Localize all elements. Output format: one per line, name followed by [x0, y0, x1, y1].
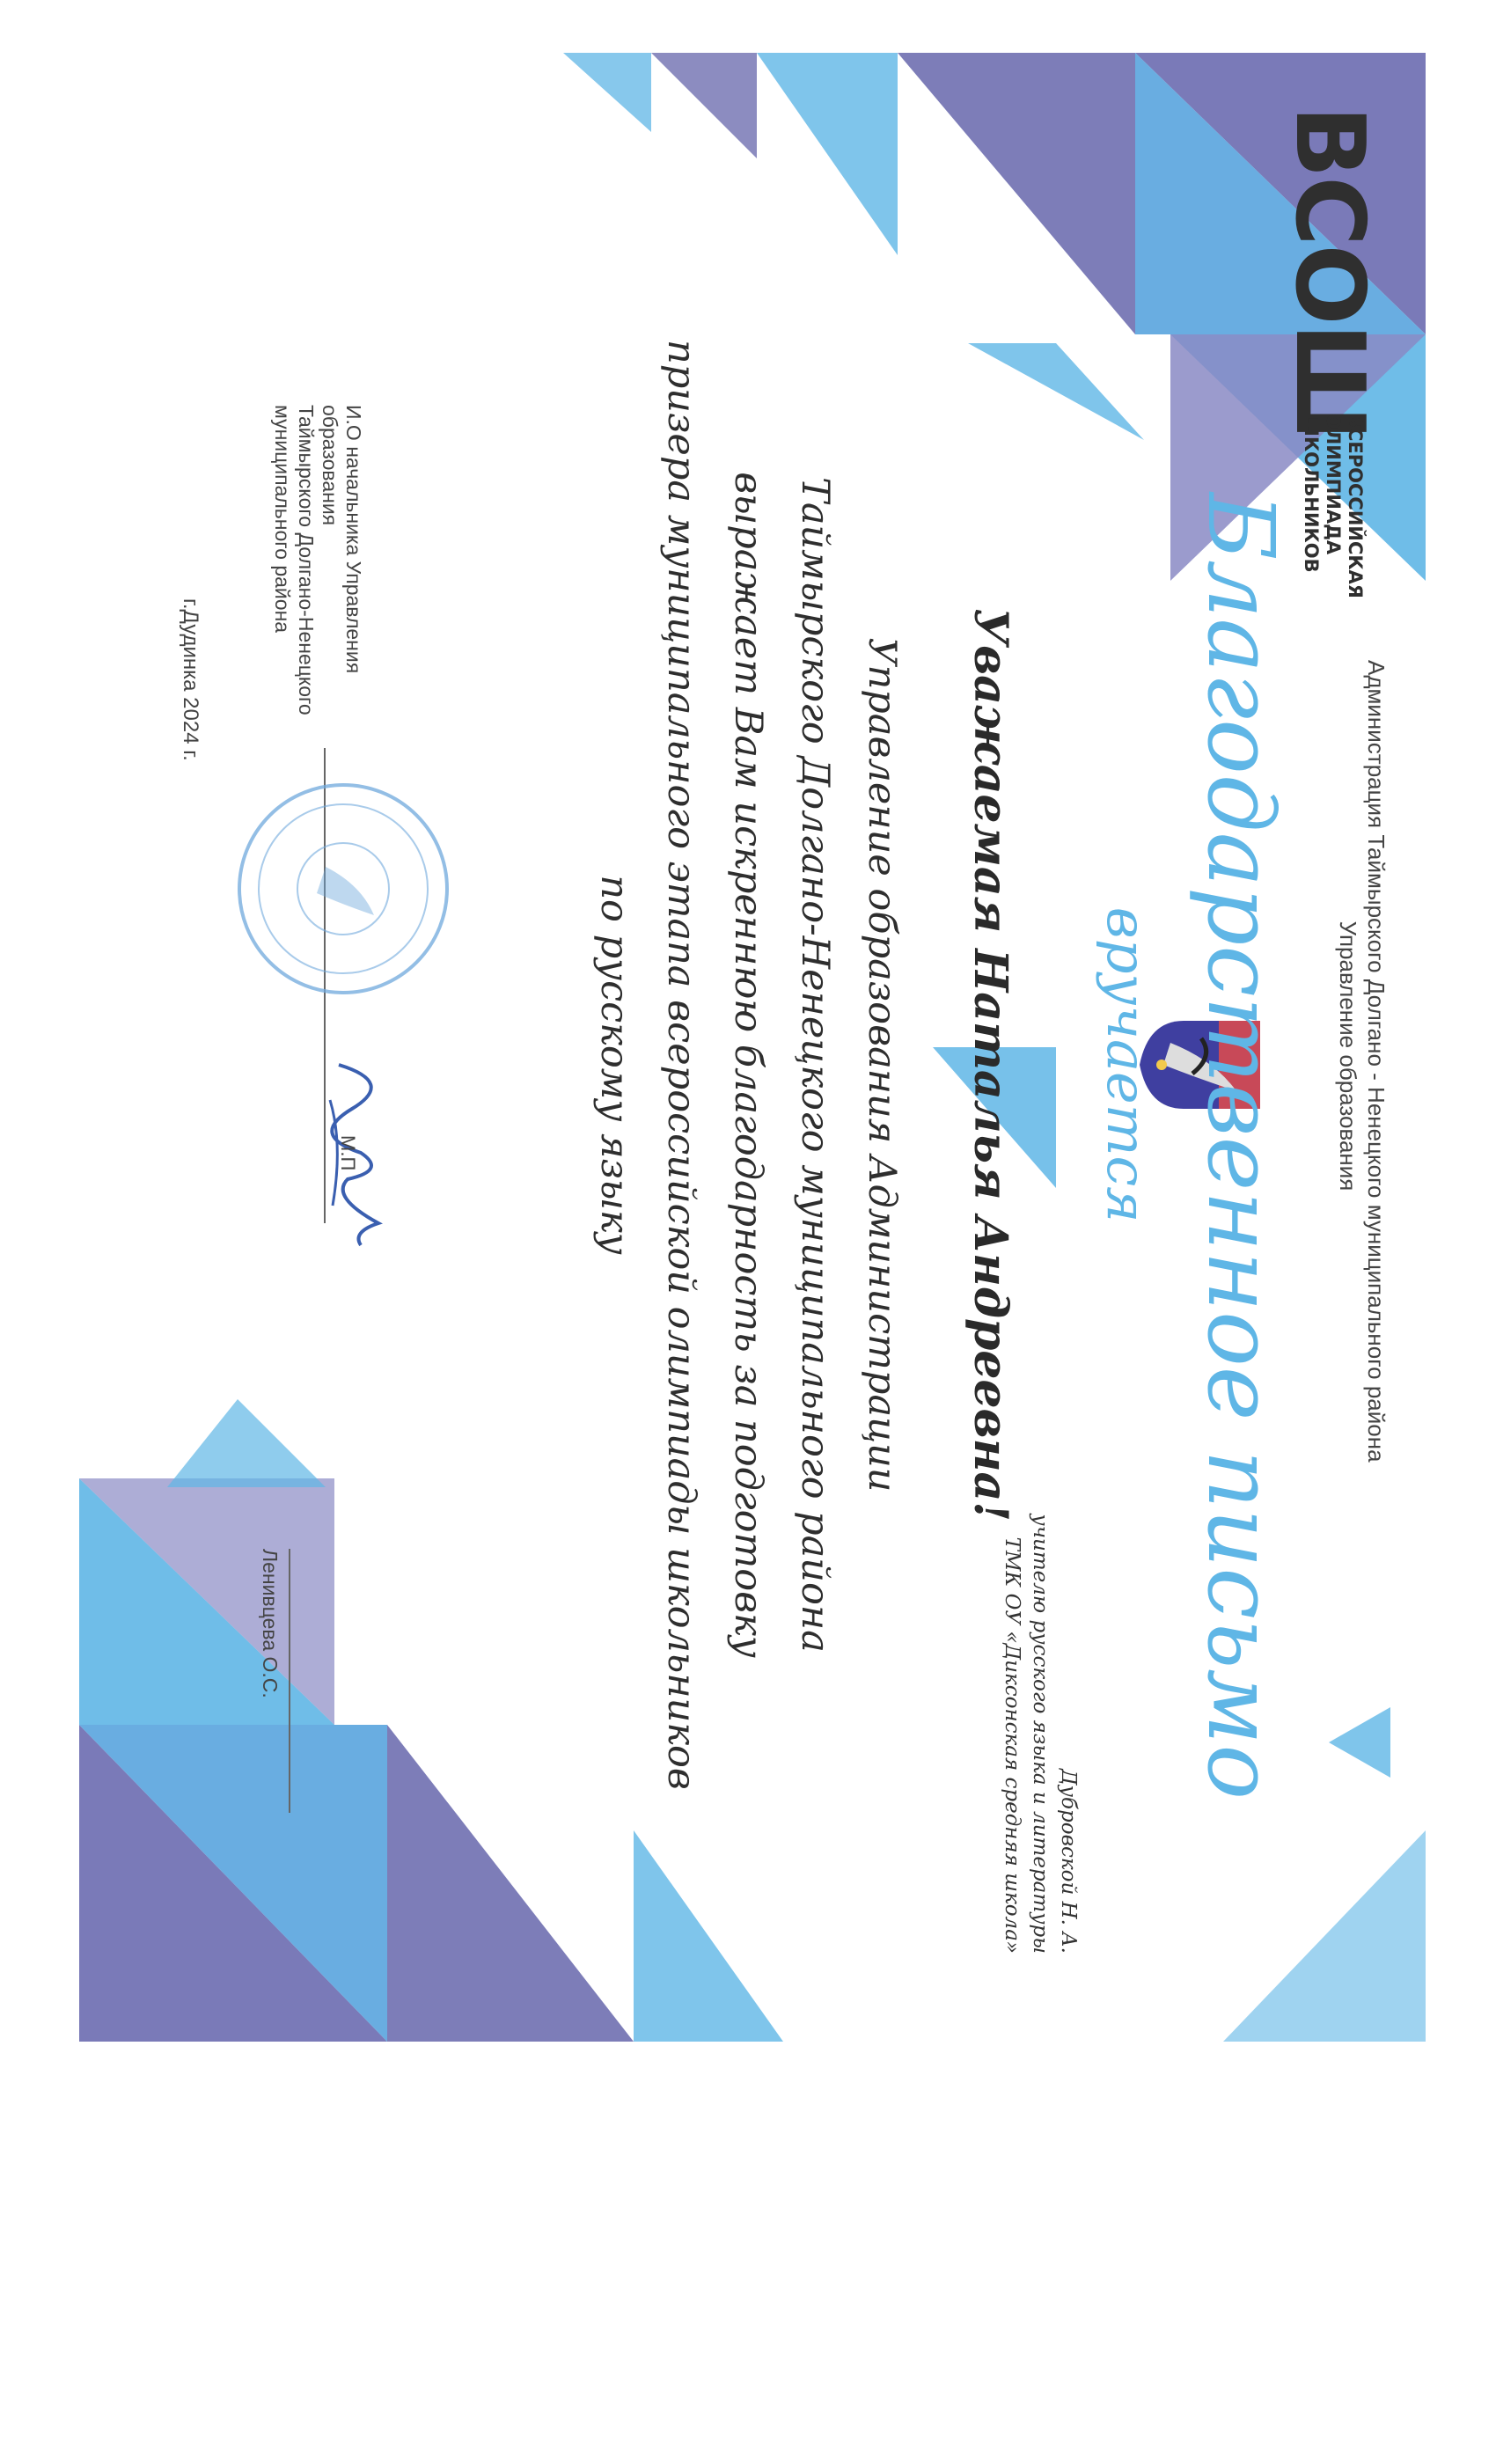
body-line: по русскому языку — [592, 875, 636, 1255]
recipient-line: Дубровской Н. А. — [1057, 1768, 1080, 1954]
certificate — [79, 53, 1426, 2042]
body-line: призера муниципального этапа всероссийской олимпиады школьников — [659, 340, 703, 1790]
issuer-line: Управление образования — [1335, 920, 1361, 1192]
recipient-line: ТМК ОУ «Диксонская средняя школа» — [1001, 1536, 1023, 1954]
logo-text-line: ВСЕРОССИЙСКАЯ — [1345, 414, 1366, 598]
issuer-header — [1334, 660, 1390, 1463]
body-line: Таймырского Долгано-Ненецкого муниципального района — [793, 477, 837, 1653]
stamp-place-label: М.П — [337, 1135, 359, 1171]
document-title: Благодарственное письмо — [1187, 493, 1294, 1800]
body-text — [581, 317, 915, 1813]
signer-title — [270, 405, 365, 739]
second-signature-line — [289, 1549, 290, 1813]
signer-title-line: муниципального района — [271, 405, 294, 634]
place-and-date: г.Дудинка 2024 г. — [179, 598, 202, 761]
signer-title-line: И.О начальника Управления образования — [319, 405, 365, 674]
issuer-line: Администрация Таймырского Долгано - Ненецкого муниципального района — [1363, 660, 1390, 1463]
recipient-line: учителю русского языка и литературы — [1029, 1514, 1052, 1954]
document-subtitle: вручается — [1095, 906, 1159, 1223]
signer-name: Ленивцева О.С. — [259, 1549, 282, 1698]
body-line: выражает Вам искреннюю благодарность за подготовку — [726, 472, 770, 1658]
greeting: Уважаемая Наталья Андреевна! — [964, 607, 1017, 1522]
official-stamp-icon — [229, 774, 458, 1003]
handwritten-signature-icon — [308, 1047, 414, 1258]
logo-text-line: ШКОЛЬНИКОВ — [1301, 414, 1322, 573]
signer-title-line: Таймырского Долгано-Ненецкого — [295, 405, 318, 715]
body-line: Управление образования Администрации — [860, 637, 904, 1492]
logo-text-line: ОЛИМПИАДА — [1323, 414, 1344, 555]
vsosh-logo-mark: ВСОШ — [1274, 106, 1384, 439]
vsosh-logo-text — [1300, 414, 1366, 616]
